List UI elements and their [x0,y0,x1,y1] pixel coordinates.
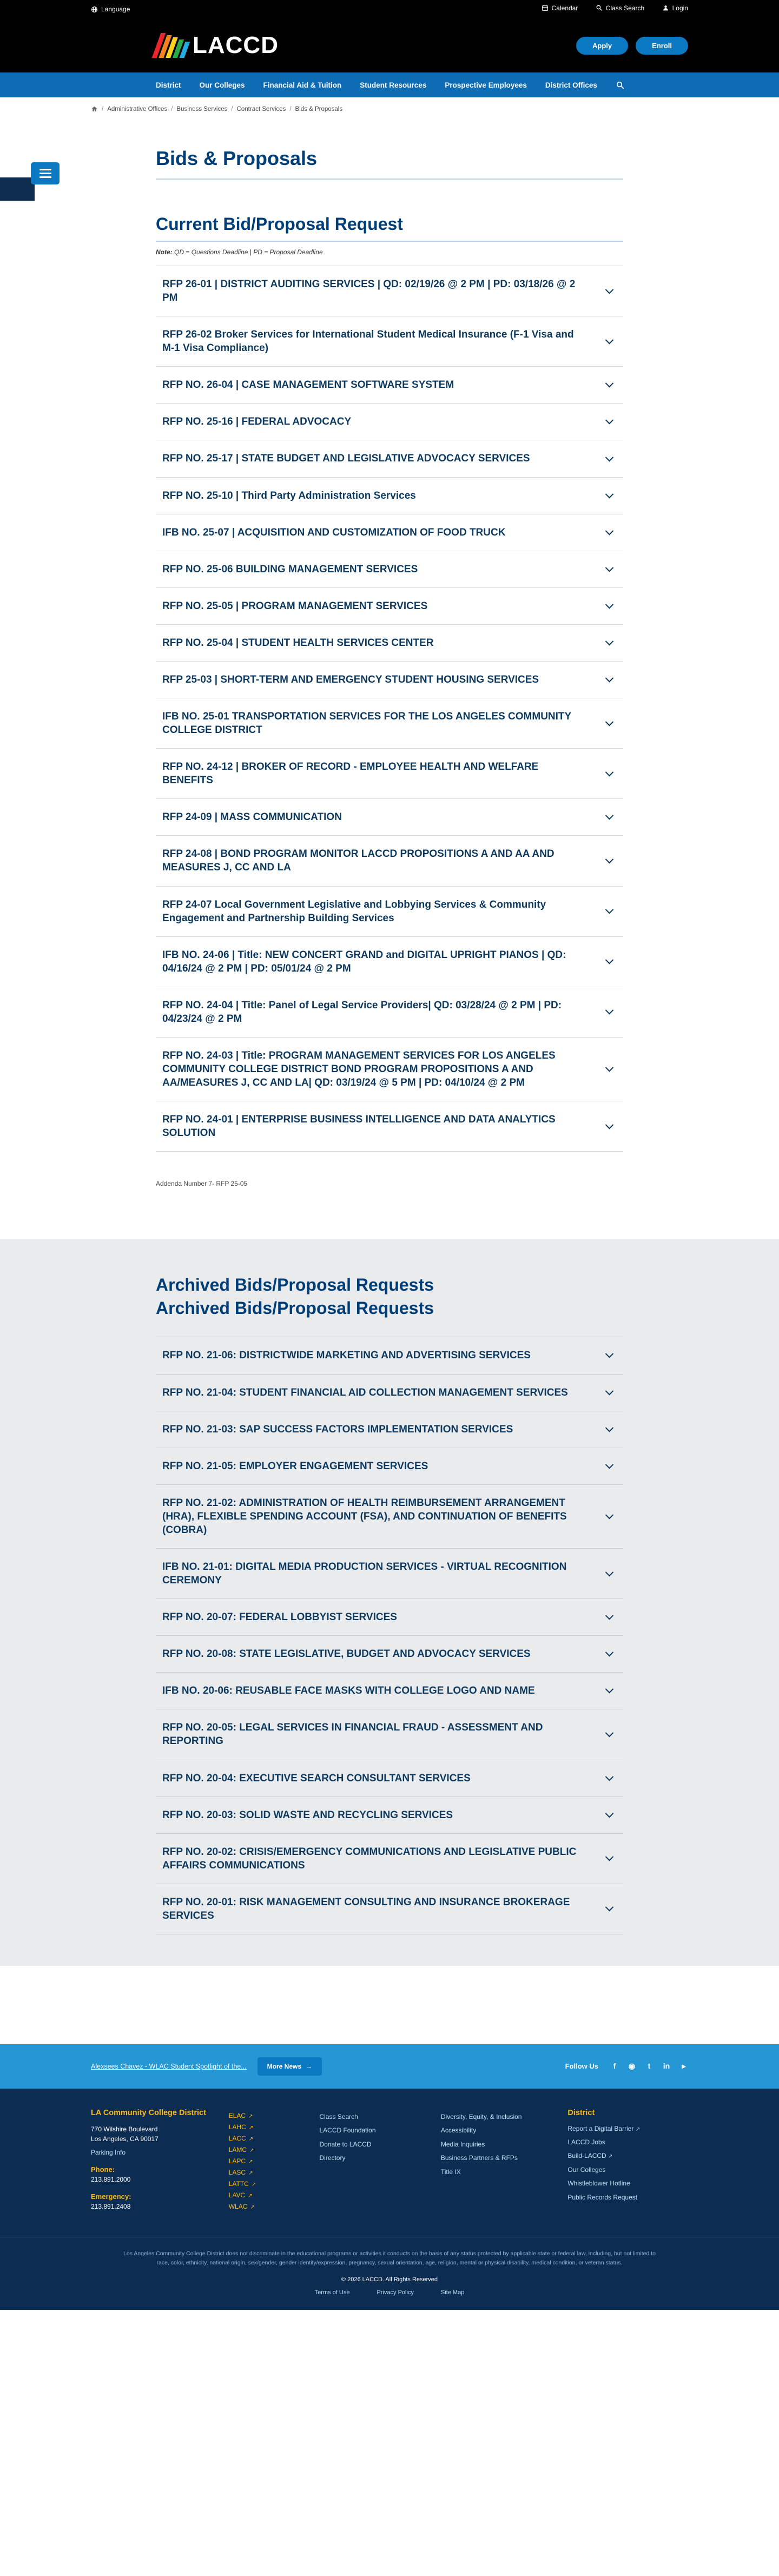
archived-heading-1: Archived Bids/Proposal Requests [156,1275,434,1295]
footer-district-link[interactable] [567,2138,688,2147]
laccd-logo[interactable] [156,32,279,59]
college-link[interactable] [229,2123,308,2131]
class-search-link[interactable] [596,4,644,12]
arrow-right-icon: → [306,2062,313,2070]
bid-title: RFP NO. 25-17 | STATE BUDGET AND LEGISLATIVE ADVOCACY SERVICES [162,453,530,465]
external-link-icon: ↗ [248,2136,254,2142]
archived-bids-section [0,1239,779,1966]
bid-title: RFP 24-08 | BOND PROGRAM MONITOR LACCD PROPOSITIONS A AND AA AND MEASURES J, CC AND LA [162,848,554,874]
footer-district-column [567,2108,688,2214]
globe-icon [91,6,98,13]
college-link[interactable] [229,2191,308,2199]
footer-quick-link[interactable]: Donate to LACCD [319,2140,372,2148]
emergency-number: 213.891.2408 [91,2202,131,2210]
bid-title: RFP NO. 24-01 | ENTERPRISE BUSINESS INTELLIGENCE AND DATA ANALYTICS SOLUTION [162,1114,556,1139]
nav-menu-item[interactable]: District Offices [545,81,597,89]
archived-bid-accordion-row[interactable] [156,1797,623,1834]
bid-title: RFP NO. 24-03 | Title: PROGRAM MANAGEMENT SERVICES FOR LOS ANGELES COMMUNITY COLLEGE DISTRICT BOND PROGRAM PROPOSITIONS A AND AA/MEASURES J, CC AND LA| QD: 03/19/24 @ 5 PM | PD: 04/10/24 @ 2 PM [162,1050,556,1089]
apply-button[interactable]: Apply [576,37,628,55]
news-headline-link[interactable]: Alexsees Chavez - WLAC Student Spotlight of the... [91,2062,247,2070]
legal-links [0,2289,779,2296]
archived-bid-title: RFP NO. 20-01: RISK MANAGEMENT CONSULTING AND INSURANCE BROKERAGE SERVICES [162,1896,570,1921]
bid-accordion-row[interactable] [156,799,623,836]
topbar-right-group [526,4,688,15]
external-link-icon: ↗ [248,2158,253,2165]
breadcrumb-separator: / [102,105,104,113]
footer-resource-link[interactable]: Media Inquiries [440,2140,485,2148]
chevron-down-icon [605,811,614,820]
bid-accordion-row[interactable] [156,1101,623,1152]
chevron-down-icon [605,1648,614,1657]
breadcrumb-separator: / [289,105,292,113]
bid-accordion-row[interactable] [156,316,623,367]
external-link-icon: ↗ [608,2154,613,2160]
main-navigation [0,72,779,97]
calendar-link[interactable] [542,4,578,12]
bid-accordion-row[interactable] [156,440,623,477]
nav-menu-item[interactable]: Student Resources [360,81,427,89]
archived-bid-title: RFP NO. 21-04: STUDENT FINANCIAL AID COLLECTION MANAGEMENT SERVICES [162,1386,568,1398]
archived-bid-accordion-row[interactable] [156,1834,623,1884]
college-link[interactable] [229,2112,308,2119]
college-link[interactable] [229,2203,308,2210]
bid-title: IFB NO. 25-01 TRANSPORTATION SERVICES FOR THE LOS ANGELES COMMUNITY COLLEGE DISTRICT [162,711,571,736]
legal-link[interactable]: Site Map [440,2289,465,2296]
external-link-icon: ↗ [248,2124,254,2131]
external-link-icon: ↗ [248,2113,253,2119]
chevron-down-icon [605,1809,614,1818]
chevron-down-icon [605,600,614,609]
emergency-label: Emergency: [91,2192,131,2201]
search-icon [596,4,603,11]
home-icon [91,105,98,113]
college-label: ELAC [228,2111,246,2119]
chevron-down-icon [605,527,614,536]
bid-accordion-row[interactable] [156,662,623,698]
twitter-icon[interactable]: t [648,2062,651,2071]
bid-accordion-row[interactable] [156,887,623,937]
chevron-down-icon [605,717,614,726]
footer-colleges-column [229,2108,308,2214]
bid-accordion-row[interactable] [156,836,623,886]
district-link-label: Report a Digital Barrier [567,2124,634,2132]
footer-district-link[interactable] [567,2179,688,2188]
archived-bid-title: RFP NO. 21-06: DISTRICTWIDE MARKETING AND ADVERTISING SERVICES [162,1350,531,1362]
archived-bid-title: RFP NO. 20-03: SOLID WASTE AND RECYCLING SERVICES [162,1809,453,1821]
archived-bid-accordion-row[interactable] [156,1411,623,1448]
linkedin-icon[interactable]: in [663,2062,670,2071]
chevron-down-icon [605,379,614,388]
copyright-text: © 2026 LACCD. All Rights Reserved [341,2276,438,2283]
chevron-down-icon [605,1006,614,1015]
nondiscrimination-disclaimer: Los Angeles Community College District does not discriminate in the educational programs or activities it conducts on the basis of any status protected by applicable state or federal law, including, but not limited to race, color, ethnicity, national origin, sex/gender, gender identity/expression, pregnancy, sexual orientation, age, religion, mental or physical disability, medical condition, or veteran status. [123,2250,656,2266]
college-link[interactable] [229,2180,308,2188]
bid-accordion-row[interactable] [156,987,623,1038]
bid-title: RFP NO. 25-04 | STUDENT HEALTH SERVICES CENTER [162,637,434,649]
nav-menu-item[interactable]: District [156,81,181,89]
bid-accordion-row[interactable] [156,749,623,799]
bid-accordion-row[interactable] [156,478,623,514]
footer-contact-column [91,2108,217,2214]
chevron-down-icon [605,1568,614,1576]
college-label: LAMC [228,2145,247,2154]
person-icon [662,4,669,11]
chevron-down-icon [605,564,614,572]
external-link-icon: ↗ [635,2126,641,2132]
chevron-down-icon [605,490,614,498]
follow-us-group [565,2062,688,2071]
more-news-label: More News [267,2062,302,2070]
district-link-label: Build-LACCD [567,2152,606,2160]
archived-bid-accordion-row[interactable] [156,1337,623,1374]
language-label: Language [101,5,130,13]
hamburger-menu-button[interactable] [31,162,60,184]
hamburger-icon [39,169,51,170]
more-news-button[interactable] [258,2057,322,2076]
footer-bottom [0,2237,779,2310]
youtube-icon[interactable]: ▸ [682,2062,686,2071]
archived-bid-title: IFB NO. 21-01: DIGITAL MEDIA PRODUCTION SERVICES - VIRTUAL RECOGNITION CEREMONY [162,1561,567,1587]
footer-quick-link[interactable]: Class Search [319,2112,358,2121]
login-label: Login [672,4,688,12]
college-link[interactable] [229,2169,308,2176]
breadcrumb-home-link[interactable] [91,105,98,113]
breadcrumb [91,97,688,117]
district-link-label: Whistleblower Hotline [567,2179,630,2188]
top-utility-bar [0,0,779,18]
deadline-note [156,248,623,256]
page-title: Bids & Proposals [156,147,623,180]
bid-title: IFB NO. 25-07 | ACQUISITION AND CUSTOMIZATION OF FOOD TRUCK [162,526,506,538]
chevron-down-icon [605,1424,614,1432]
breadcrumb-link[interactable]: Contract Services [236,105,286,113]
bid-title: RFP 26-01 | DISTRICT AUDITING SERVICES | QD: 02/19/26 @ 2 PM | PD: 03/18/26 @ 2 PM [162,279,576,304]
chevron-down-icon [605,1064,614,1072]
footer-district-link[interactable] [567,2124,688,2134]
nav-menu-item[interactable]: Financial Aid & Tuition [263,81,342,89]
instagram-icon[interactable]: ◉ [628,2062,636,2071]
college-label: LAVC [228,2191,246,2199]
nav-search-button[interactable] [616,81,625,90]
external-link-icon: ↗ [248,2192,253,2199]
enroll-button[interactable]: Enroll [636,37,688,55]
archived-bid-accordion-row[interactable] [156,1673,623,1709]
footer-quick-link[interactable]: LACCD Foundation [319,2126,376,2135]
chevron-down-icon [605,1386,614,1395]
archived-bid-title: RFP NO. 20-02: CRISIS/EMERGENCY COMMUNICATIONS AND LEGISLATIVE PUBLIC AFFAIRS COMMUNICATIONS [162,1846,577,1871]
note-text: QD = Questions Deadline | PD = Proposal Deadline [174,248,323,256]
side-widget-panel[interactable] [0,177,35,201]
archived-bid-title: RFP NO. 21-03: SAP SUCCESS FACTORS IMPLEMENTATION SERVICES [162,1423,513,1435]
chevron-down-icon [605,1772,614,1781]
footer-resource-link[interactable]: Accessibility [440,2126,477,2135]
bid-accordion-row[interactable] [156,404,623,440]
chevron-down-icon [605,336,614,345]
class-search-label: Class Search [605,4,645,12]
bid-accordion-row[interactable] [156,588,623,625]
calendar-label: Calendar [551,4,578,12]
district-link-label: LACCD Jobs [567,2138,605,2146]
parking-info-link[interactable]: Parking Info [91,2148,126,2156]
main-content [0,147,779,1966]
footer-district-link[interactable] [567,2165,688,2175]
chevron-down-icon [605,285,614,294]
bid-title: RFP NO. 24-04 | Title: Panel of Legal Service Providers| QD: 03/28/24 @ 2 PM | PD: 04/23/24 @ 2 PM [162,999,562,1025]
login-menu[interactable] [662,4,688,12]
phone-label: Phone: [91,2165,115,2174]
bid-accordion-row[interactable] [156,937,623,987]
breadcrumb-link[interactable]: Administrative Offices [107,105,168,113]
site-footer [0,2089,779,2310]
archived-bid-accordion-row[interactable] [156,1709,623,1760]
bid-title: RFP NO. 25-06 BUILDING MANAGEMENT SERVICES [162,563,418,575]
footer-district-link[interactable] [567,2151,688,2161]
bid-accordion-row[interactable] [156,514,623,551]
bid-title: RFP NO. 26-04 | CASE MANAGEMENT SOFTWARE SYSTEM [162,379,454,391]
bid-title: IFB NO. 24-06 | Title: NEW CONCERT GRAND and DIGITAL UPRIGHT PIANOS | QD: 04/16/24 @ 2 PM | PD: 05/01/24 @ 2 PM [162,949,566,974]
chevron-down-icon [605,855,614,864]
chevron-down-icon [605,637,614,646]
archived-bid-accordion-row[interactable] [156,1448,623,1485]
chevron-down-icon [605,416,614,425]
chevron-down-icon [605,906,614,914]
bid-title: RFP 24-07 Local Government Legislative and Lobbying Services & Community Engagement and Partnership Building Services [162,899,546,924]
calendar-icon [542,4,549,11]
note-label: Note: [156,248,173,256]
legal-link[interactable]: Privacy Policy [377,2289,414,2296]
chevron-down-icon [605,956,614,965]
archived-bid-accordion-row[interactable] [156,1636,623,1673]
footer-resource-link[interactable]: Diversity, Equity, & Inclusion [440,2112,522,2121]
bid-title: RFP NO. 25-16 | FEDERAL ADVOCACY [162,416,352,428]
chevron-down-icon [605,453,614,461]
chevron-down-icon [605,1853,614,1861]
external-link-icon: ↗ [251,2181,256,2188]
chevron-down-icon [605,1729,614,1738]
footer-district-link[interactable] [567,2193,688,2202]
breadcrumb-link[interactable]: Bids & Proposals [295,105,343,113]
bid-title: RFP 24-09 | MASS COMMUNICATION [162,811,342,823]
college-label: LASC [228,2168,246,2176]
current-bids-list [156,266,623,1152]
footer-address-line2: Los Angeles, CA 90017 [91,2135,159,2143]
side-widget [0,162,65,206]
chevron-down-icon [605,768,614,777]
site-header [0,18,779,72]
breadcrumb-separator: / [231,105,233,113]
archived-heading-2: Archived Bids/Proposal Requests [156,1298,434,1318]
archived-bid-title: RFP NO. 20-08: STATE LEGISLATIVE, BUDGET AND ADVOCACY SERVICES [162,1648,531,1660]
archived-bid-accordion-row[interactable] [156,1884,623,1934]
facebook-icon[interactable]: f [613,2062,616,2071]
bid-accordion-row[interactable] [156,551,623,588]
bid-title: RFP NO. 25-05 | PROGRAM MANAGEMENT SERVICES [162,600,428,612]
breadcrumb-separator: / [171,105,173,113]
follow-us-label: Follow Us [565,2062,598,2071]
chevron-down-icon [605,1511,614,1520]
archived-bid-accordion-row[interactable] [156,1599,623,1636]
footer-district-name: LA Community College District [91,2108,206,2117]
college-label: LAPC [228,2157,246,2165]
phone-number: 213.891.2000 [91,2175,131,2183]
nav-menu-item[interactable]: Prospective Employees [445,81,527,89]
search-icon [616,81,625,90]
chevron-down-icon [605,674,614,683]
archived-bid-accordion-row[interactable] [156,1760,623,1797]
archived-bid-title: RFP NO. 20-05: LEGAL SERVICES IN FINANCIAL FRAUD - ASSESSMENT AND REPORTING [162,1722,543,1747]
archived-bid-title: RFP NO. 21-05: EMPLOYER ENGAGEMENT SERVICES [162,1460,428,1472]
footer-district-heading: District [567,2108,595,2117]
archived-bid-accordion-row[interactable] [156,1549,623,1599]
archived-bid-accordion-row[interactable] [156,1375,623,1411]
chevron-down-icon [605,1461,614,1469]
chevron-down-icon [605,1350,614,1358]
college-label: LATTC [228,2179,249,2188]
external-link-icon: ↗ [249,2147,254,2154]
college-link[interactable] [229,2157,308,2165]
archived-bid-title: RFP NO. 21-02: ADMINISTRATION OF HEALTH REIMBURSEMENT ARRANGEMENT (HRA), FLEXIBLE SPENDING ACCOUNT (FSA), AND CONTINUATION OF BENEFITS (COBRA) [162,1497,567,1536]
external-link-icon: ↗ [250,2204,255,2210]
bid-title: RFP NO. 24-12 | BROKER OF RECORD - EMPLOYEE HEALTH AND WELFARE BENEFITS [162,761,539,787]
archived-bid-title: RFP NO. 20-07: FEDERAL LOBBYIST SERVICES [162,1611,397,1623]
footer-quick-links-column [319,2108,428,2214]
college-link[interactable] [229,2135,308,2142]
footer-address-line1: 770 Wilshire Boulevard [91,2125,158,2133]
bid-accordion-row[interactable] [156,367,623,404]
footer-resource-link[interactable]: Title IX [440,2168,461,2176]
nav-menu-item[interactable]: Our Colleges [199,81,245,89]
header-cta-group [569,37,688,55]
district-link-label: Our Colleges [567,2165,606,2174]
news-bar [0,2044,779,2089]
archived-bid-accordion-row[interactable] [156,1485,623,1549]
college-label: LAHC [228,2123,246,2131]
external-link-icon: ↗ [248,2170,253,2176]
footer-resources-column [441,2108,556,2214]
bid-accordion-row[interactable] [156,625,623,662]
archived-bid-title: RFP NO. 20-04: EXECUTIVE SEARCH CONSULTANT SERVICES [162,1772,471,1784]
current-bids-heading: Current Bid/Proposal Request [156,214,623,242]
addenda-note: Addenda Number 7- RFP 25-05 [156,1180,248,1188]
chevron-down-icon [605,1121,614,1130]
footer-resource-link[interactable]: Business Partners & RFPs [440,2154,518,2162]
archived-bids-list [156,1337,623,1934]
district-link-label: Public Records Request [567,2193,638,2201]
breadcrumb-link[interactable]: Business Services [176,105,228,113]
footer-quick-link[interactable]: Directory [319,2154,346,2162]
logo-text: LACCD [193,32,279,58]
bid-accordion-row[interactable] [156,266,623,316]
chevron-down-icon [605,1903,614,1912]
bid-title: RFP NO. 25-10 | Third Party Administration Services [162,490,416,501]
bid-accordion-row[interactable] [156,1038,623,1101]
language-menu[interactable] [91,5,130,13]
college-label: WLAC [228,2202,248,2210]
archived-bid-title: IFB NO. 20-06: REUSABLE FACE MASKS WITH COLLEGE LOGO AND NAME [162,1685,535,1697]
chevron-down-icon [605,1611,614,1620]
logo-stripes-icon [156,33,187,58]
chevron-down-icon [605,1685,614,1694]
bid-accordion-row[interactable] [156,698,623,749]
bid-title: RFP 26-02 Broker Services for International Student Medical Insurance (F-1 Visa and M-1 Visa Compliance) [162,329,574,354]
college-link[interactable] [229,2146,308,2154]
bid-title: RFP 25-03 | SHORT-TERM AND EMERGENCY STUDENT HOUSING SERVICES [162,673,539,685]
college-label: LACC [228,2134,246,2142]
legal-link[interactable]: Terms of Use [314,2289,350,2296]
